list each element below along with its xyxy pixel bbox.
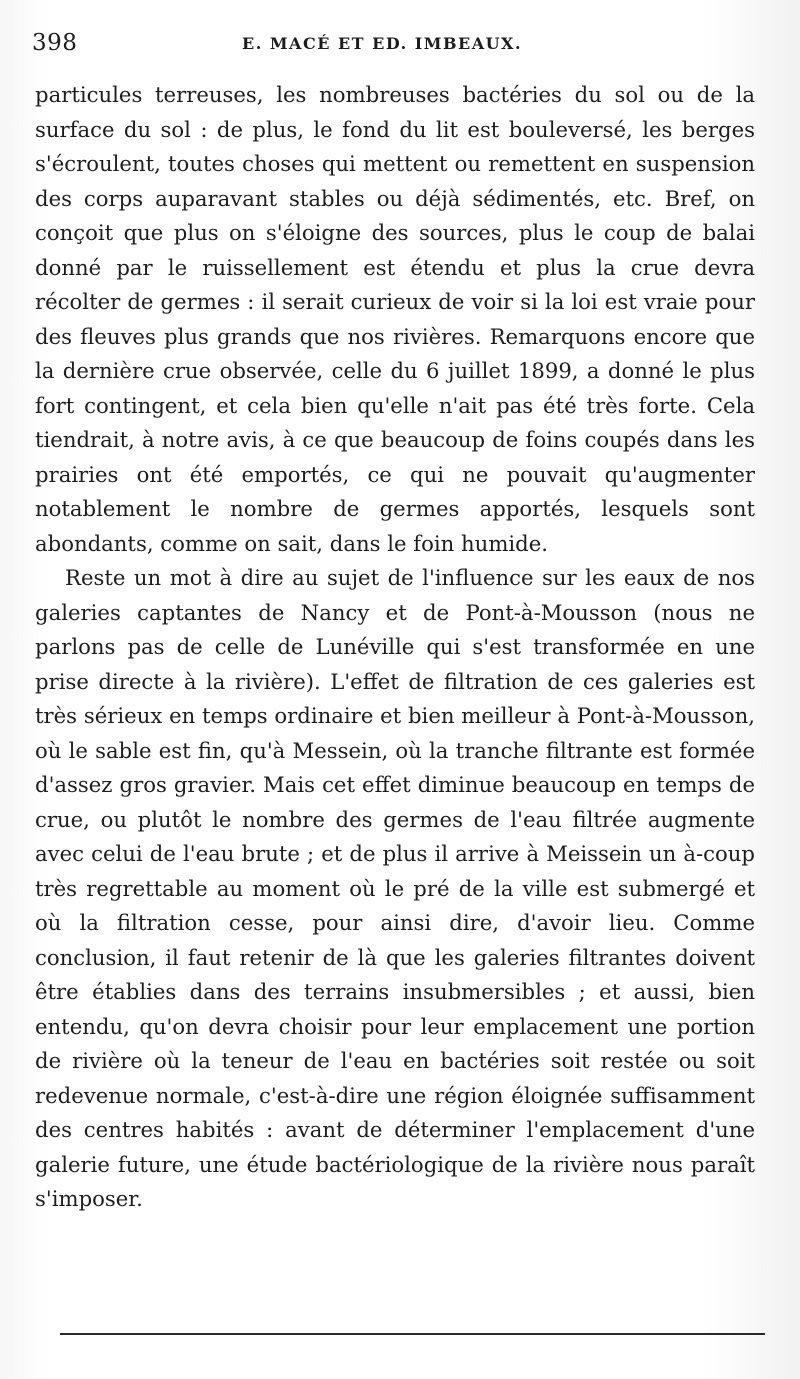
running-head: E. MACÉ ET ED. IMBEAUX. [242,34,523,53]
page-number: 398 [32,30,78,56]
footer-rule [60,1333,765,1335]
body-text [35,78,755,1217]
paragraph: Reste un mot à dire au sujet de l'influence sur les eaux de nos galeries captantes de Nancy et de Pont-à-Mousson (nous ne parlons pas de celle de Lunéville qui s'est transformée en une prise directe à la rivière). L'effet de filtration de ces galeries est très sérieux en temps ordinaire et bien meilleur à Pont-à-Mousson, où le sable est fin, qu'à Messein, où la tranche filtrante est formée d'assez gros gravier. Mais cet effet diminue beaucoup en temps de crue, ou plutôt le nombre des germes de l'eau filtrée augmente avec celui de l'eau brute ; et de plus il arrive à Meissein un à-coup très regrettable au moment où le pré de la ville est submergé et où la filtration cesse, pour ainsi dire, d'avoir lieu. Comme conclusion, il faut retenir de là que les galeries filtrantes doivent être établies dans des terrains insubmersibles ; et aussi, bien entendu, qu'on devra choisir pour leur emplacement une portion de rivière où la teneur de l'eau en bactéries soit restée ou soit redevenue normale, c'est-à-dire une région éloignée suffisamment des centres habités : avant de déterminer l'emplacement d'une galerie future, une étude bactériologique de la rivière nous paraît s'imposer. [35,565,755,1211]
page-header [32,30,752,70]
paragraph: particules terreuses, les nombreuses bactéries du sol ou de la surface du sol : de plus, le fond du lit est bouleversé, les berges s'écroulent, toutes choses qui mettent ou remettent en suspension des corps auparavant stables ou déjà sédimentés, etc. Bref, on conçoit que plus on s'éloigne des sources, plus le coup de balai donné par le ruissellement est étendu et plus la crue devra récolter de germes : il serait curieux de voir si la loi est vraie pour des fleuves plus grands que nos rivières. Remarquons encore que la dernière crue observée, celle du 6 juillet 1899, a donné le plus fort contingent, et cela bien qu'elle n'ait pas été très forte. Cela tiendrait, à notre avis, à ce que beaucoup de foins coupés dans les prairies ont été emportés, ce qui ne pouvait qu'augmenter notablement le nombre de germes apportés, lesquels sont abondants, comme on sait, dans le foin humide. [35,82,755,556]
